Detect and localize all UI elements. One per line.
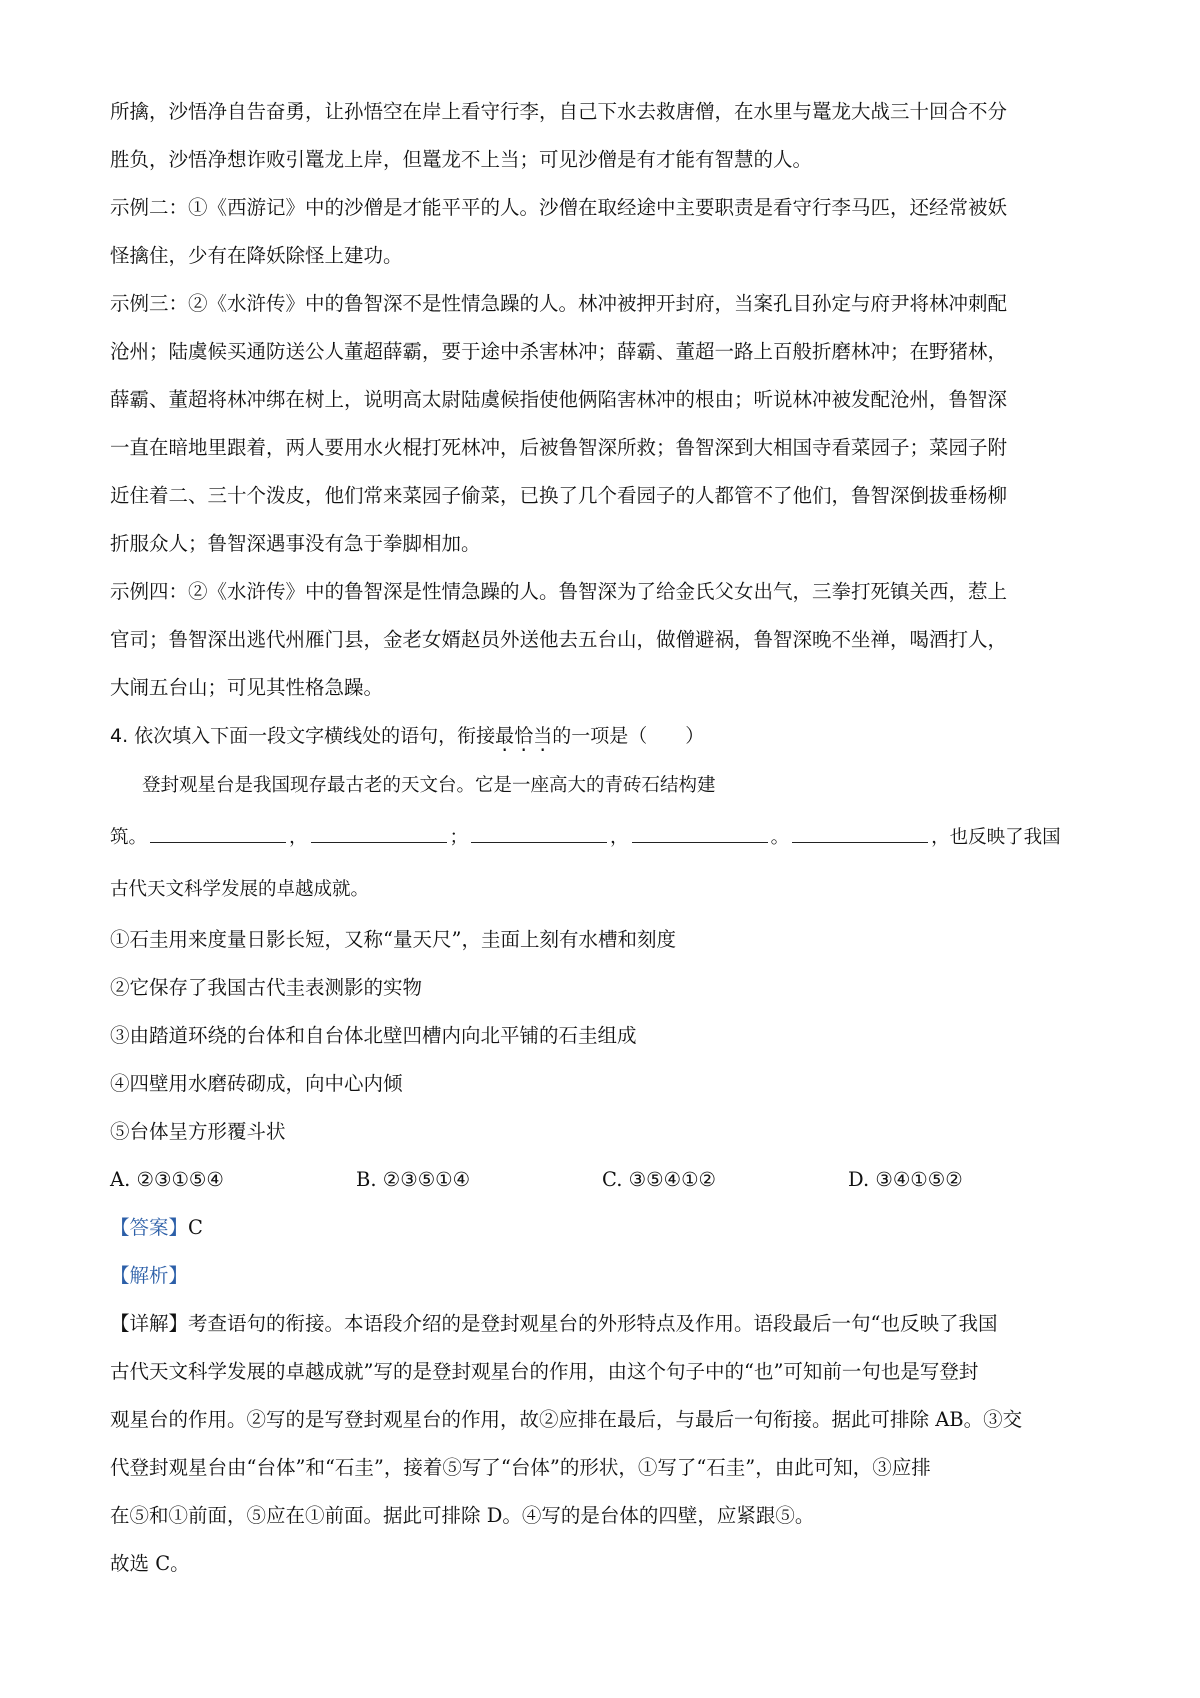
detail-line: 观星台的作用。②写的是写登封观星台的作用，故②应排在最后，与最后一句衔接。据此可排除 AB。③交 [110,1408,1023,1431]
text-line: 沧州；陆虞候买通防送公人董超薛霸，要于途中杀害林冲；薛霸、董超一路上百般折磨林冲；在野猪林， [110,340,1008,363]
option-a: A. ②③①⑤④ [110,1168,224,1191]
text-line: 胜负，沙悟净想诈败引鼍龙上岸，但鼍龙不上当；可见沙僧是有才能有智慧的人。 [110,148,813,171]
punct: ， [289,827,308,848]
blank-5 [792,820,928,843]
option-b: B. ②③⑤①④ [356,1168,471,1191]
detail-line: 古代天文科学发展的卓越成就”写的是登封观星台的作用，由这个句子中的“也”可知前一句也是写登封 [110,1360,979,1383]
text-line: 所擒，沙悟净自告奋勇，让孙悟空在岸上看守行李，自己下水去救唐僧，在水里与鼍龙大战三十回合不分 [110,100,1008,123]
text-line: 官司；鲁智深出逃代州雁门县，金老女婿赵员外送他去五台山，做僧避祸，鲁智深晚不坐禅，喝酒打人， [110,628,1008,651]
blank-3 [471,820,607,843]
passage-line-blanks [110,812,1100,864]
emphasis-char: 恰 [514,725,534,747]
detail-line: 在⑤和①前面，⑤应在①前面。据此可排除 D。④写的是台体的四壁，应紧跟⑤。 [110,1504,815,1527]
fill-in-passage [110,760,1100,916]
punct: ； [449,827,469,848]
text-line: 大闹五台山；可见其性格急躁。 [110,676,384,699]
statement: ①石圭用来度量日影长短，又称“量天尺”，圭面上刻有水槽和刻度 [110,928,676,951]
text-line: 近住着二、三十个泼皮，他们常来菜园子偷菜，已换了几个看园子的人都管不了他们，鲁智深倒拔垂杨柳 [110,484,1008,507]
document-page [110,88,1100,1588]
passage-line: 古代天文科学发展的卓越成就。 [110,879,370,900]
question-prompt [110,712,1100,760]
blank-2 [311,820,447,843]
option-d: D. ③④①⑤② [848,1168,963,1191]
text-line: 一直在暗地里跟着，两人要用水火棍打死林冲，后被鲁智深所救；鲁智深到大相国寺看菜园子；菜园子附 [110,436,1008,459]
statement: ②它保存了我国古代圭表测影的实物 [110,976,423,999]
blank-1 [150,820,286,843]
statement: ④四壁用水磨砖砌成，向中心内倾 [110,1072,403,1095]
text-line: 折服众人；鲁智深遇事没有急于拳脚相加。 [110,532,481,555]
passage-text: 筑。 [110,827,148,848]
answer-options [110,1156,1100,1204]
analysis-tag: 【解析】 [110,1264,189,1287]
question-suffix: 的一项是（ ） [552,725,705,747]
blank-4 [632,820,768,843]
statement: ③由踏道环绕的台体和自台体北壁凹槽内向北平铺的石圭组成 [110,1024,637,1047]
emphasis-char: 最 [495,725,515,747]
detail-line: 代登封观星台由“台体”和“石圭”，接着⑤写了“台体”的形状，①写了“石圭”，由此可知，③应排 [110,1456,931,1479]
detail-line: 【详解】考查语句的衔接。本语段介绍的是登封观星台的外形特点及作用。语段最后一句“也反映了我国 [110,1312,998,1335]
conclusion: 故选 C。 [110,1552,190,1575]
text-line: 怪擒住，少有在降妖除怪上建功。 [110,244,403,267]
answer-tag: 【答案】 [110,1216,189,1239]
text-line: 示例二：①《西游记》中的沙僧是才能平平的人。沙僧在取经途中主要职责是看守行李马匹，还经常被妖 [110,196,1008,219]
punct: 。 [770,827,790,848]
text-line: 示例四：②《水浒传》中的鲁智深是性情急躁的人。鲁智深为了给金氏父女出气，三拳打死镇关西，惹上 [110,580,1008,603]
option-c: C. ③⑤④①② [602,1168,717,1191]
statement: ⑤台体呈方形覆斗状 [110,1120,286,1143]
punct: ， [610,827,629,848]
text-line: 示例三：②《水浒传》中的鲁智深不是性情急躁的人。林冲被押开封府，当案孔目孙定与府尹将林冲刺配 [110,292,1008,315]
answer-value: C [188,1216,203,1239]
answer-line [110,1204,1100,1252]
passage-line: 登封观星台是我国现存最古老的天文台。它是一座高大的青砖石结构建 [142,775,716,796]
emphasis-char: 当 [533,725,553,747]
text-line: 薛霸、董超将林冲绑在树上，说明高太尉陆虞候指使他俩陷害林冲的根由；听说林冲被发配沧州，鲁智深 [110,388,1008,411]
question-prefix: 4. 依次填入下面一段文字横线处的语句，衔接 [110,725,496,747]
passage-text: ，也反映了我国 [931,827,1061,848]
